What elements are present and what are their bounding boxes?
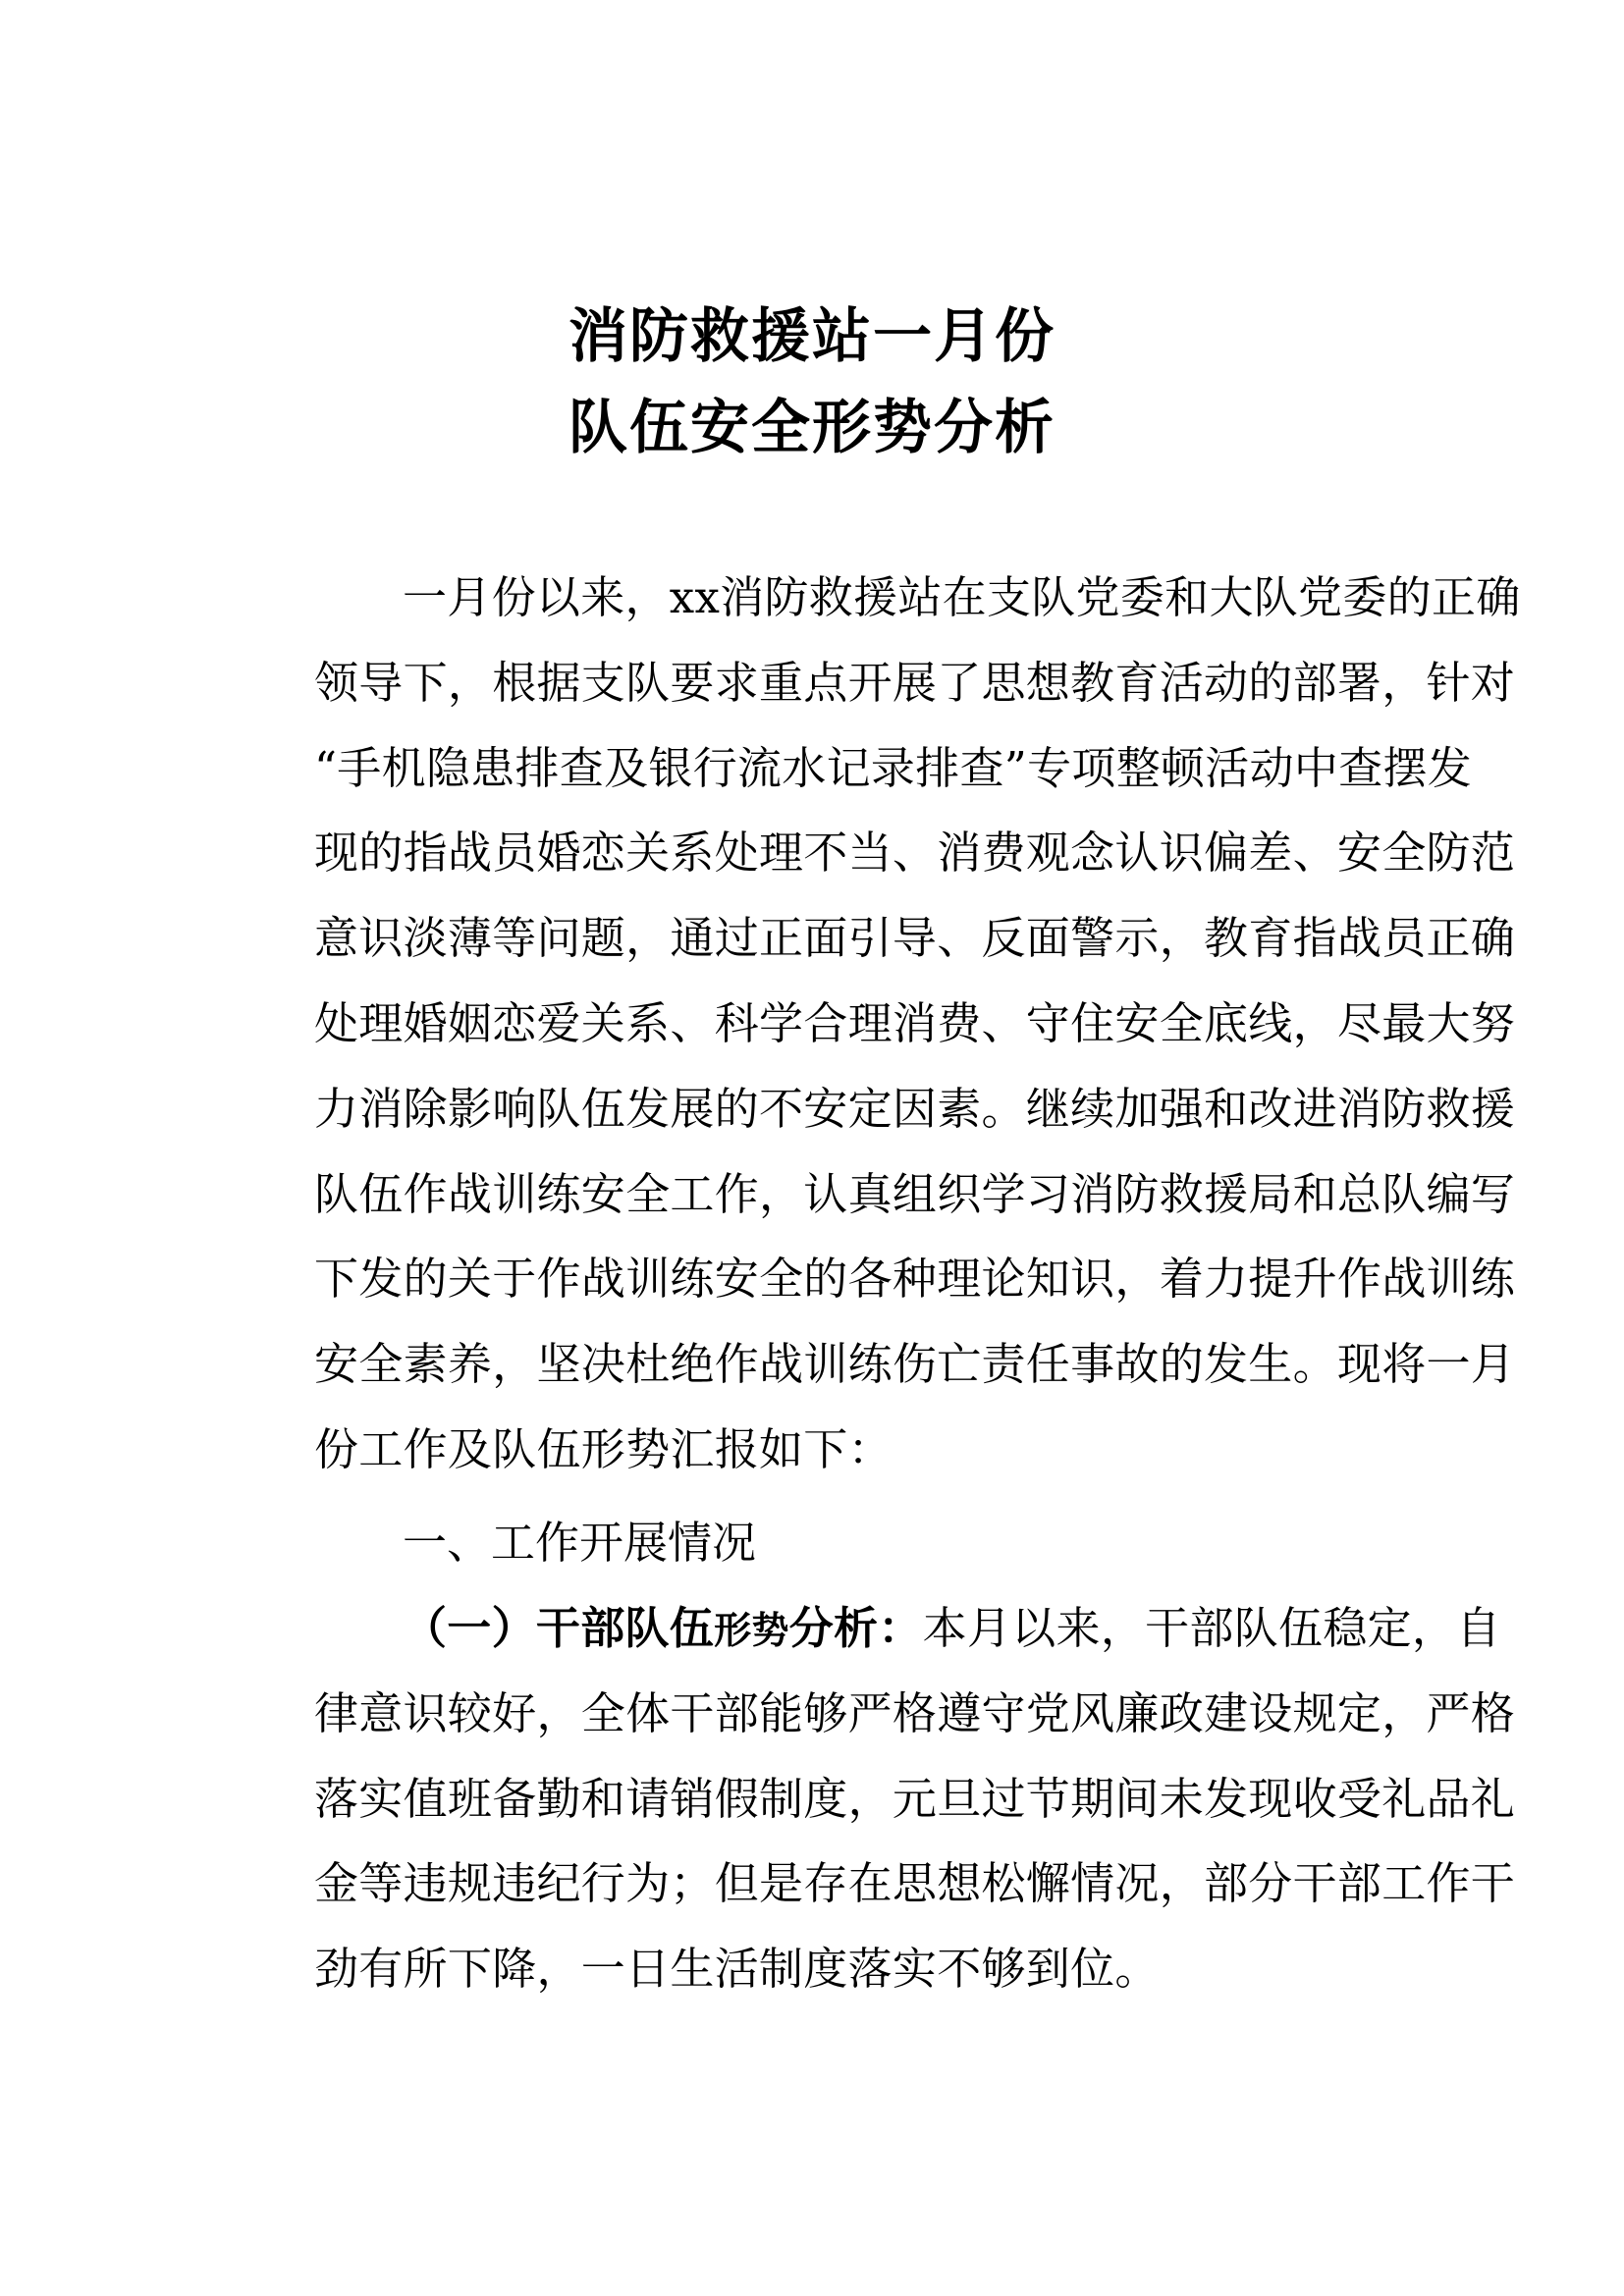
intro-paragraph [314,556,1521,1493]
subsection-paragraph [314,1586,1516,2012]
paragraph-line: 处理婚姻恋爱关系、科学合理消费、守住安全底线，尽最大努 [314,996,1516,1049]
paragraph-line: 一月份以来，xx消防救援站在支队党委和大队党委的正确 [403,571,1521,623]
paragraph-line-rest: 本月以来，干部队伍稳定，自 [922,1602,1501,1654]
paragraph-line: “手机隐患排查及银行流水记录排查”专项整顿活动中查摆发 [314,741,1473,794]
document-title-line-1: 消防救援站一月份 [568,302,1056,371]
paragraph-line: 现的指战员婚恋关系处理不当、消费观念认识偏差、安全防范 [314,827,1516,880]
paragraph-line: 律意识较好，全体干部能够严格遵守党风廉政建设规定，严格 [314,1686,1516,1739]
paragraph-line: 份工作及队伍形势汇报如下： [314,1422,893,1475]
paragraph-line: 金等违规违纪行为；但是存在思想松懈情况，部分干部工作干 [314,1857,1516,1910]
subsection-label-c: 分析： [788,1602,923,1654]
document-title-line-2: 队伍安全形势分析 [568,394,1056,462]
subsection-label-b: 形势 [714,1609,789,1652]
paragraph-first-line [314,1586,1501,1672]
section-heading: 一、工作开展情况 [403,1517,757,1569]
paragraph-line: 安全素养，坚决杜绝作战训练伤亡责任事故的发生。现将一月 [314,1338,1516,1391]
subsection-label-a: 干部队伍 [535,1602,715,1654]
paragraph-line: 落实值班备勤和请销假制度，元旦过节期间未发现收受礼品礼 [314,1772,1516,1825]
paragraph-line: 意识淡薄等问题，通过正面引导、反面警示，教育指战员正确 [314,912,1516,965]
paragraph-line: 队伍作战训练安全工作，认真组织学习消防救援局和总队编写 [314,1167,1516,1220]
paragraph-line: 下发的关于作战训练安全的各种理论知识，着力提升作战训练 [314,1253,1516,1306]
paragraph-line: 力消除影响队伍发展的不安定因素。继续加强和改进消防救援 [314,1082,1516,1135]
paragraph-line: 劲有所下降，一日生活制度落实不够到位。 [314,1943,1160,1996]
subsection-label-paren: （一） [403,1602,536,1654]
paragraph-line: 领导下，根据支队要求重点开展了思想教育活动的部署，针对 [314,656,1516,709]
